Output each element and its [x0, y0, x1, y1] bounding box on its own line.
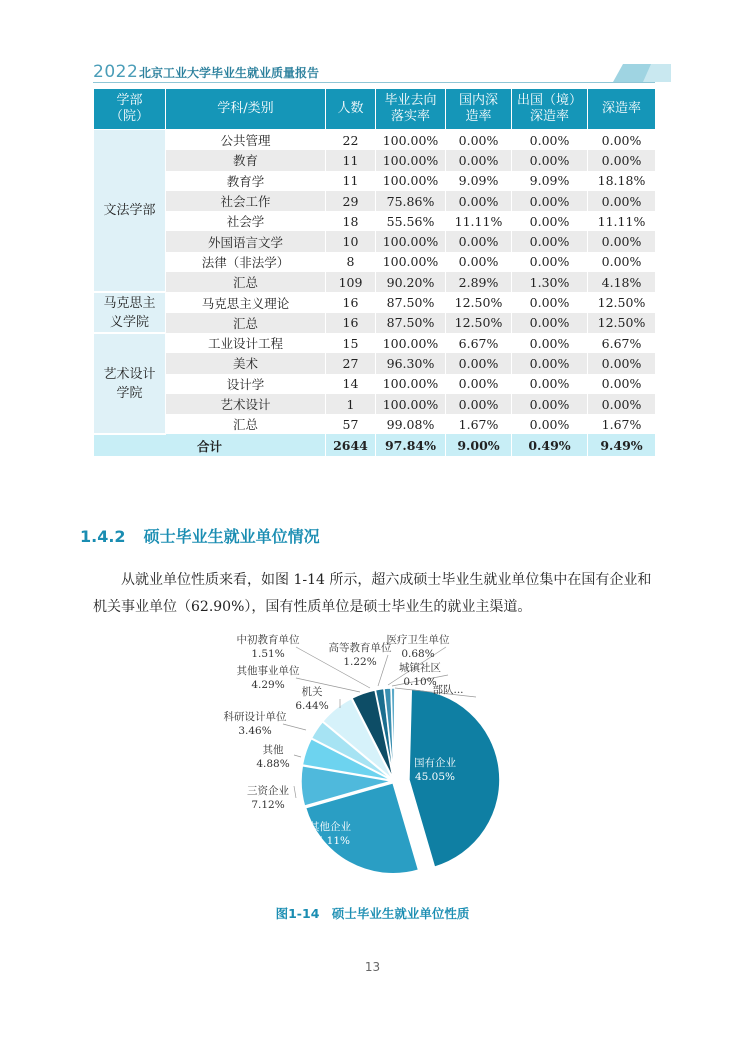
table-cell: 11: [326, 150, 376, 170]
table-row: [94, 231, 656, 251]
column-header: 学科/类别: [166, 89, 326, 130]
table-cell: 29: [326, 191, 376, 211]
table-cell: 100.00%: [376, 130, 446, 151]
table-cell: 90.20%: [376, 272, 446, 292]
table-cell: 教育学: [166, 171, 326, 191]
table-cell: 16: [326, 292, 376, 312]
table-cell: 0.00%: [512, 252, 588, 272]
table-cell: 100.00%: [376, 171, 446, 191]
table-cell: 27: [326, 353, 376, 373]
table-row: [94, 171, 656, 191]
table-cell: 9.09%: [446, 171, 512, 191]
table-cell: 9.09%: [512, 171, 588, 191]
table-cell: 0.00%: [512, 414, 588, 434]
table-cell: 0.00%: [512, 313, 588, 333]
table-cell: 公共管理: [166, 130, 326, 151]
slice-value-label: 25.11%: [309, 835, 351, 847]
table-cell: 0.00%: [588, 394, 656, 414]
slice-value-label: 7.12%: [251, 799, 285, 811]
slice-name-label: 其他事业单位: [236, 665, 300, 677]
table-cell: 0.00%: [512, 333, 588, 353]
table-cell: 87.50%: [376, 313, 446, 333]
table-cell: 工业设计工程: [166, 333, 326, 353]
slice-name-label: 中初教育单位: [236, 634, 300, 646]
leader-line: [294, 786, 296, 798]
figure-caption: 图1-14 硕士毕业生就业单位性质: [275, 906, 470, 921]
table-cell: 10: [326, 231, 376, 251]
table-cell: 0.00%: [512, 374, 588, 394]
table-cell: 11.11%: [446, 211, 512, 231]
table-cell: 1: [326, 394, 376, 414]
table-cell: 0.00%: [446, 130, 512, 151]
table-cell: 0.00%: [588, 252, 656, 272]
table-row: [94, 252, 656, 272]
table-cell: 11: [326, 171, 376, 191]
slice-name-label: 医疗卫生单位: [386, 634, 450, 646]
slice-value-label: 1.51%: [251, 648, 285, 660]
table-cell: 0.00%: [446, 150, 512, 170]
table-row: [94, 313, 656, 333]
table-row: [94, 130, 656, 151]
paragraph-text: 从就业单位性质来看，如图 1-14 所示，超六成硕士毕业生就业单位集中在国有企业和机关事业单位（62.90%），国有性质单位是硕士毕业生的就业主渠道。: [93, 572, 652, 615]
table-cell: 0.00%: [446, 394, 512, 414]
leader-line: [283, 724, 306, 730]
slice-value-label: 0.10%: [403, 676, 437, 688]
table-cell: 汇总: [166, 414, 326, 434]
table-cell: 87.50%: [376, 292, 446, 312]
table-cell: 12.50%: [446, 313, 512, 333]
total-cell: 9.00%: [446, 434, 512, 456]
table-cell: 社会学: [166, 211, 326, 231]
slice-name-label: 国有企业: [414, 757, 456, 769]
table-cell: 艺术设计: [166, 394, 326, 414]
column-header: 国内深 造率: [446, 89, 512, 130]
header-title: 北京工业大学毕业生就业质量报告: [139, 66, 320, 80]
table-row: [94, 333, 656, 353]
slice-name-label: 部队...: [432, 684, 464, 696]
table-cell: 100.00%: [376, 374, 446, 394]
table-cell: 0.00%: [512, 292, 588, 312]
table-cell: 6.67%: [588, 333, 656, 353]
school-cell: 马克思主 义学院: [94, 292, 166, 333]
slice-name-label: 三资企业: [247, 785, 289, 797]
table-row: [94, 272, 656, 292]
table-cell: 法律（非法学）: [166, 252, 326, 272]
table-cell: 教育: [166, 150, 326, 170]
table-cell: 设计学: [166, 374, 326, 394]
table-cell: 22: [326, 130, 376, 151]
table-cell: 0.00%: [588, 191, 656, 211]
table-cell: 55.56%: [376, 211, 446, 231]
table-cell: 0.00%: [588, 374, 656, 394]
table-cell: 8: [326, 252, 376, 272]
table-cell: 2.89%: [446, 272, 512, 292]
table-cell: 57: [326, 414, 376, 434]
table-body: [94, 130, 656, 457]
table-cell: 96.30%: [376, 353, 446, 373]
table-row: [94, 191, 656, 211]
slice-name-label: 科研设计单位: [223, 711, 287, 723]
table-cell: 18.18%: [588, 171, 656, 191]
column-header: 毕业去向 落实率: [376, 89, 446, 130]
section-title: 硕士毕业生就业单位情况: [143, 527, 320, 546]
table-cell: 0.00%: [588, 353, 656, 373]
table-cell: 0.00%: [588, 150, 656, 170]
table-cell: 100.00%: [376, 252, 446, 272]
header-year: 2022: [93, 62, 139, 82]
total-cell: 2644: [326, 434, 376, 456]
table-cell: 汇总: [166, 313, 326, 333]
slice-value-label: 45.05%: [414, 771, 456, 783]
table-cell: 0.00%: [512, 130, 588, 151]
slice-value-label: 4.29%: [251, 679, 285, 691]
table-row: [94, 211, 656, 231]
table-header-row: [94, 89, 656, 130]
slice-value-label: 4.88%: [256, 758, 290, 770]
body-paragraph: [93, 567, 655, 621]
table-cell: 0.00%: [512, 191, 588, 211]
table-cell: 18: [326, 211, 376, 231]
column-header: 出国（境） 深造率: [512, 89, 588, 130]
total-row: [94, 434, 656, 456]
table-cell: 社会工作: [166, 191, 326, 211]
table-cell: 100.00%: [376, 150, 446, 170]
table-cell: 0.00%: [446, 252, 512, 272]
section-number: 1.4.2: [80, 527, 126, 546]
table-cell: 0.00%: [446, 191, 512, 211]
table-cell: 100.00%: [376, 231, 446, 251]
column-header: 学部 （院）: [94, 89, 166, 130]
table-cell: 12.50%: [588, 292, 656, 312]
table-row: [94, 353, 656, 373]
table-cell: 100.00%: [376, 394, 446, 414]
slice-value-label: 3.46%: [238, 725, 272, 737]
table-cell: 1.67%: [446, 414, 512, 434]
slice-value-label: 6.44%: [295, 700, 329, 712]
table-cell: 美术: [166, 353, 326, 373]
header-decoration-light: [643, 64, 671, 82]
slice-name-label: 机关: [301, 686, 323, 698]
total-cell: 97.84%: [376, 434, 446, 456]
column-header: 深造率: [588, 89, 656, 130]
school-cell: 文法学部: [94, 130, 166, 293]
slice-name-label: 高等教育单位: [328, 642, 392, 654]
leader-line: [294, 755, 301, 757]
school-cell: 艺术设计 学院: [94, 333, 166, 434]
table-cell: 12.50%: [446, 292, 512, 312]
table-cell: 0.00%: [512, 353, 588, 373]
slice-name-label: 其他: [262, 744, 284, 756]
page-header: [93, 60, 655, 82]
table-cell: 0.00%: [446, 353, 512, 373]
table-cell: 外国语言文学: [166, 231, 326, 251]
table-row: [94, 150, 656, 170]
table-cell: 1.67%: [588, 414, 656, 434]
total-cell: 0.49%: [512, 434, 588, 456]
total-cell: 合计: [94, 434, 326, 456]
table-cell: 16: [326, 313, 376, 333]
table-cell: 14: [326, 374, 376, 394]
table-row: [94, 292, 656, 312]
table-cell: 0.00%: [446, 374, 512, 394]
table-cell: 0.00%: [512, 231, 588, 251]
table-cell: 0.00%: [512, 150, 588, 170]
table-cell: 75.86%: [376, 191, 446, 211]
page-number: 13: [364, 960, 381, 974]
table-cell: 100.00%: [376, 333, 446, 353]
pie-chart: [220, 628, 520, 890]
employment-table: [93, 88, 656, 456]
table-cell: 12.50%: [588, 313, 656, 333]
table-cell: 0.00%: [512, 211, 588, 231]
table-cell: 11.11%: [588, 211, 656, 231]
table-cell: 4.18%: [588, 272, 656, 292]
total-cell: 9.49%: [588, 434, 656, 456]
slice-value-label: 0.68%: [401, 648, 435, 660]
section-heading: [80, 524, 320, 547]
table-row: [94, 394, 656, 414]
column-header: 人数: [326, 89, 376, 130]
table-cell: 0.00%: [588, 231, 656, 251]
table-cell: 15: [326, 333, 376, 353]
table-row: [94, 374, 656, 394]
table-cell: 99.08%: [376, 414, 446, 434]
table-cell: 6.67%: [446, 333, 512, 353]
header-rule: [93, 82, 655, 83]
table-cell: 0.00%: [446, 231, 512, 251]
table-cell: 0.00%: [512, 394, 588, 414]
leader-line: [378, 655, 388, 686]
table-cell: 1.30%: [512, 272, 588, 292]
table-cell: 汇总: [166, 272, 326, 292]
table-cell: 0.00%: [588, 130, 656, 151]
slice-value-label: 1.22%: [343, 656, 377, 668]
slice-name-label: 城镇社区: [399, 662, 441, 674]
table-cell: 马克思主义理论: [166, 292, 326, 312]
table-cell: 109: [326, 272, 376, 292]
table-row: [94, 414, 656, 434]
slice-name-label: 其他企业: [309, 821, 351, 833]
